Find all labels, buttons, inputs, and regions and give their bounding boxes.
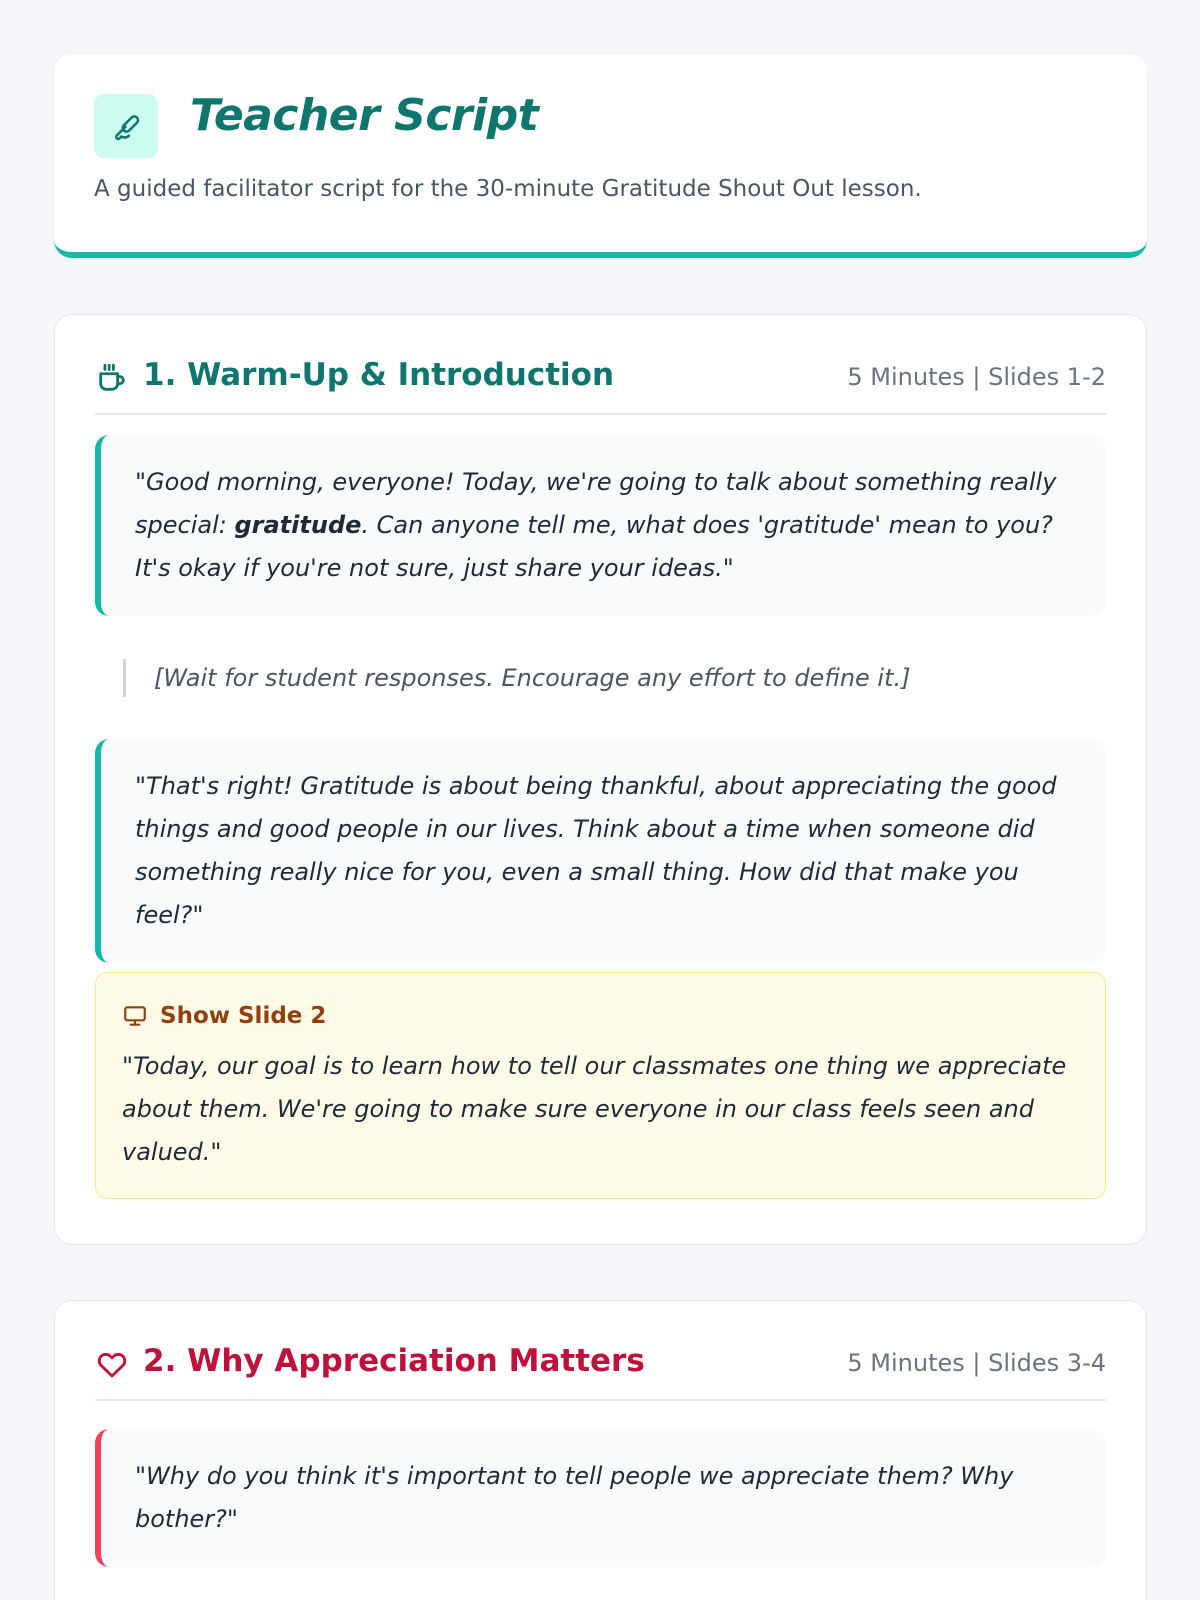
- section-header: [95, 1337, 1106, 1401]
- section-warm-up: [54, 314, 1147, 1245]
- section-duration-slides: 5 Minutes | Slides 1-2: [847, 363, 1106, 391]
- script-quote: "That's right! Gratitude is about being thankful, about appreciating the good things and good people in our lives. Think about a time when someone did something really nice for you, even a small thing. How did that make you feel?": [95, 739, 1106, 963]
- heart-icon: [95, 1347, 129, 1381]
- page-title: Teacher Script: [190, 90, 539, 141]
- slide-cue-label: [122, 1003, 326, 1029]
- header-card: [54, 54, 1147, 258]
- quote-emphasis: gratitude: [234, 511, 362, 539]
- microphone-icon: [94, 94, 158, 158]
- script-quote: "Why do you think it's important to tell people we appreciate them? Why bother?": [95, 1429, 1106, 1567]
- quote-text: . Can anyone tell me, what does 'gratitude' mean to you? It's okay if you're not sure, just share your ideas.": [135, 511, 1053, 582]
- quote-text: "Good morning, everyone! Today, we're going to talk about something really special:: [135, 468, 1057, 539]
- section-duration-slides: 5 Minutes | Slides 3-4: [847, 1349, 1106, 1377]
- slide-cue-text: "Today, our goal is to learn how to tell our classmates one thing we appreciate about them. We're going to make sure everyone in our class feels seen and valued.": [122, 1052, 1067, 1166]
- slide-cue-box: [95, 972, 1106, 1199]
- stage-direction: [Wait for student responses. Encourage any effort to define it.]: [123, 659, 1106, 697]
- monitor-icon: [122, 1003, 148, 1029]
- script-quote: [95, 435, 1106, 616]
- page-subtitle: A guided facilitator script for the 30-minute Gratitude Shout Out lesson.: [94, 176, 922, 202]
- section-title: 2. Why Appreciation Matters: [143, 1343, 645, 1379]
- coffee-cup-icon: [95, 361, 129, 395]
- slide-cue-label-text: Show Slide 2: [160, 1003, 327, 1029]
- section-why-appreciation: [54, 1300, 1147, 1600]
- section-title: 1. Warm-Up & Introduction: [143, 357, 615, 393]
- section-header: [95, 351, 1106, 415]
